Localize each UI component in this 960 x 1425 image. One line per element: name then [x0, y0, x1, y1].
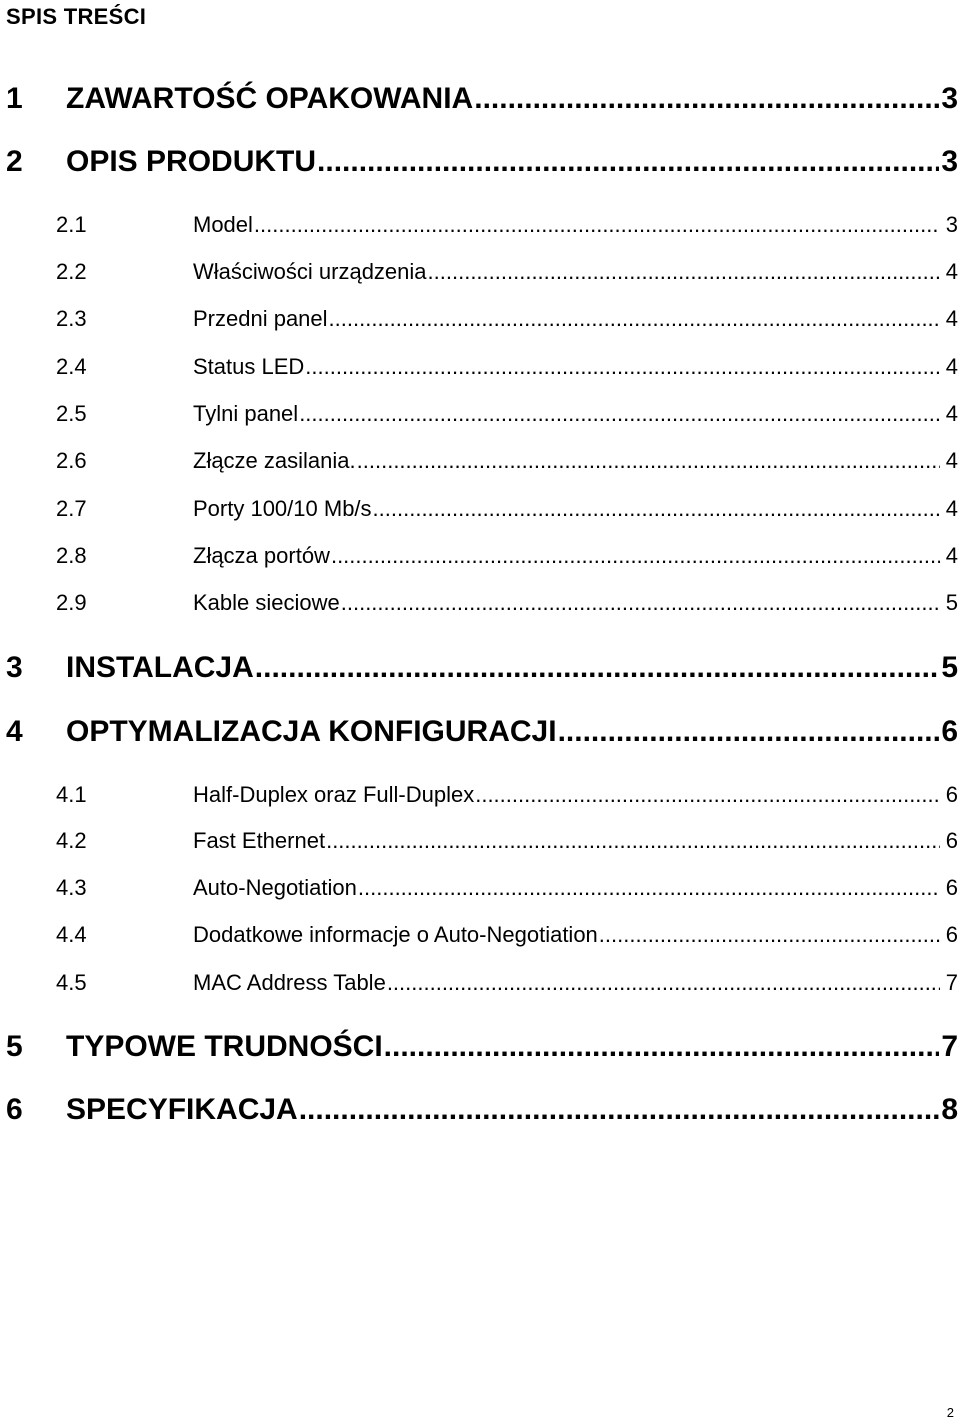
dot-leader	[475, 782, 940, 808]
toc-entry-page: 4	[945, 496, 958, 521]
toc-entry-page: 3	[941, 145, 958, 178]
toc-entry-number: 4.5	[56, 970, 87, 995]
toc-entry-number: 2.4	[56, 354, 87, 379]
toc-entry-page: 3	[945, 212, 958, 237]
toc-entry-page: 6	[941, 715, 958, 748]
toc-entry-title: SPECYFIKACJA	[66, 1093, 298, 1126]
toc-entry-page: 6	[945, 922, 958, 947]
toc-entry[interactable]	[0, 212, 958, 242]
toc-entry-page: 7	[945, 970, 958, 995]
toc-entry-number: 2.5	[56, 401, 87, 426]
toc-entry-title: Przedni panel	[193, 306, 328, 331]
toc-entry-number: 3	[6, 651, 23, 684]
dot-leader	[326, 828, 940, 854]
toc-entry[interactable]	[0, 590, 958, 620]
toc-entry-page: 4	[945, 259, 958, 284]
dot-leader	[299, 1093, 940, 1127]
toc-entry-number: 2.1	[56, 212, 87, 237]
dot-leader	[384, 1030, 940, 1064]
toc-entry-title: OPTYMALIZACJA KONFIGURACJI	[66, 715, 557, 748]
toc-entry-title: Half-Duplex oraz Full-Duplex	[193, 782, 475, 807]
toc-entry-page: 5	[945, 590, 958, 615]
dot-leader	[299, 401, 940, 427]
toc-entry[interactable]	[0, 82, 958, 122]
toc-entry-page: 4	[945, 543, 958, 568]
toc-entry-number: 2.3	[56, 306, 87, 331]
toc-entry[interactable]	[0, 145, 958, 185]
toc-entry-title: Auto-Negotiation	[193, 875, 357, 900]
toc-entry-title: MAC Address Table	[193, 970, 386, 995]
toc-entry-page: 6	[945, 828, 958, 853]
toc-entry-title: Porty 100/10 Mb/s	[193, 496, 372, 521]
toc-entry-title: Status LED	[193, 354, 305, 379]
toc-entry-page: 5	[941, 651, 958, 684]
toc-entry-page: 6	[945, 875, 958, 900]
toc-entry-number: 4.2	[56, 828, 87, 853]
toc-entry[interactable]	[0, 354, 958, 384]
dot-leader	[358, 875, 940, 901]
toc-entry-page: 3	[941, 82, 958, 115]
toc-entry[interactable]	[0, 970, 958, 1000]
toc-entry-number: 4.1	[56, 782, 87, 807]
toc-entry-number: 2.9	[56, 590, 87, 615]
toc-entry-number: 5	[6, 1030, 23, 1063]
toc-entry[interactable]	[0, 1093, 958, 1133]
toc-entry-title: Dodatkowe informacje o Auto-Negotiation	[193, 922, 598, 947]
toc-entry[interactable]	[0, 401, 958, 431]
toc-entry-number: 4.3	[56, 875, 87, 900]
toc-entry-title: TYPOWE TRUDNOŚCI	[66, 1030, 383, 1063]
toc-entry[interactable]	[0, 543, 958, 573]
dot-leader	[357, 448, 940, 474]
dot-leader	[331, 543, 940, 569]
toc-entry-page: 4	[945, 401, 958, 426]
toc-entry[interactable]	[0, 1030, 958, 1070]
toc-entry[interactable]	[0, 828, 958, 858]
toc-entry-number: 2.8	[56, 543, 87, 568]
toc-entry-number: 2.2	[56, 259, 87, 284]
toc-entry-title: Złącza portów	[193, 543, 330, 568]
toc-entry-page: 8	[941, 1093, 958, 1126]
dot-leader	[341, 590, 940, 616]
dot-leader	[317, 145, 939, 179]
toc-entry-number: 2.7	[56, 496, 87, 521]
toc-entry[interactable]	[0, 875, 958, 905]
dot-leader	[558, 715, 940, 749]
toc-entry-number: 4.4	[56, 922, 87, 947]
toc-entry-number: 2.6	[56, 448, 87, 473]
dot-leader	[599, 922, 940, 948]
toc-entry[interactable]	[0, 259, 958, 289]
toc-entry[interactable]	[0, 496, 958, 526]
dot-leader	[255, 651, 940, 685]
toc-entry[interactable]	[0, 448, 958, 478]
toc-entry-number: 4	[6, 715, 23, 748]
toc-entry-title: Właściwości urządzenia	[193, 259, 427, 284]
toc-entry[interactable]	[0, 922, 958, 952]
toc-entry-page: 7	[941, 1030, 958, 1063]
toc-entry[interactable]	[0, 306, 958, 336]
toc-entry-page: 6	[945, 782, 958, 807]
toc-entry-title: Złącze zasilania.	[193, 448, 356, 473]
toc-entry-page: 4	[945, 448, 958, 473]
toc-entry-number: 2	[6, 145, 23, 178]
dot-leader	[254, 212, 940, 238]
toc-entry[interactable]	[0, 651, 958, 691]
dot-leader	[373, 496, 940, 522]
dot-leader	[329, 306, 940, 332]
toc-entry-number: 1	[6, 82, 23, 115]
toc-entry-title: Model	[193, 212, 253, 237]
toc-entry-page: 4	[945, 354, 958, 379]
toc-entry-title: Kable sieciowe	[193, 590, 340, 615]
dot-leader	[474, 82, 939, 116]
toc-entry-page: 4	[945, 306, 958, 331]
toc-heading: SPIS TREŚCI	[6, 4, 147, 29]
toc-entry-number: 6	[6, 1093, 23, 1126]
toc-entry[interactable]	[0, 782, 958, 812]
toc-entry-title: Tylni panel	[193, 401, 299, 426]
dot-leader	[387, 970, 940, 996]
toc-entry-title: ZAWARTOŚĆ OPAKOWANIA	[66, 82, 474, 115]
dot-leader	[428, 259, 940, 285]
toc-entry-title: Fast Ethernet	[193, 828, 326, 853]
toc-entry-title: INSTALACJA	[66, 651, 254, 684]
toc-entry[interactable]	[0, 715, 958, 755]
dot-leader	[305, 354, 940, 380]
page-number: 2	[946, 1405, 954, 1420]
toc-entry-title: OPIS PRODUKTU	[66, 145, 317, 178]
